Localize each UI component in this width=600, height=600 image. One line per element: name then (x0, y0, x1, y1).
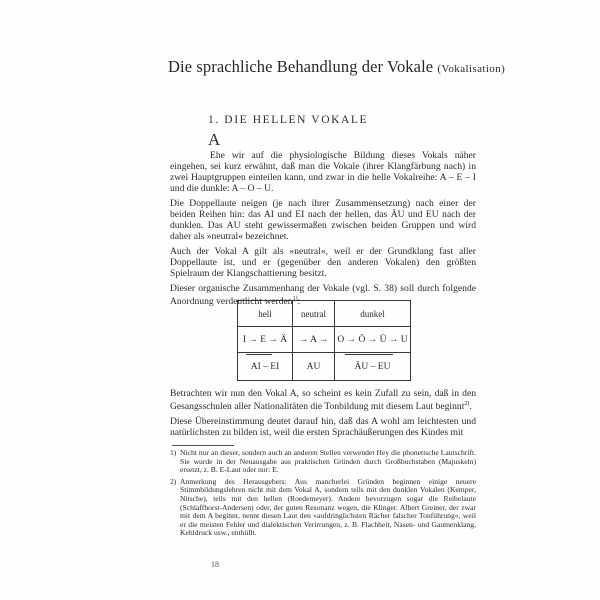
vowels-hell: I → E → Ä (238, 327, 293, 353)
vowels-dunkel: O → Ö → Ü → U (335, 327, 411, 353)
footnote-ref: 2) (464, 401, 470, 407)
brace-icon (246, 354, 272, 359)
title-subtitle: (Vokalisation) (437, 63, 506, 75)
footnote: 1) Nicht nur an dieser, sondern auch an anderen Stellen verwendet Hey die phonetische Lautschrift. Sie wurde in der Neuausgabe aus praktischen Gründen durch Großbuchstaben (Majuskeln) ersetzt, z. B. E-Laut oder nur: E. (170, 448, 476, 475)
header-dunkel: dunkel (335, 301, 411, 327)
title-main: Die sprachliche Behandlung der Vokale (168, 57, 434, 76)
vowels-neutral: → A → (293, 327, 335, 353)
paragraph: Betrachten wir nun den Vokal A, so scheint es kein Zufall zu sein, daß in den Gesangsschulen aller Nationalitäten die Tonbildung mit diesem Laut beginnt$^{2)}$. (170, 388, 476, 413)
footnote: 2) Anmerkung des Herausgebers: Aus mancherlei Gründen beginnen einige neuere Stimmbildungslehren nicht mit dem Vokal A, sondern teils mit den dunklen Vokalen (Kemper, Nitsche), teils mit den hellen (Roedemeyer). Andere bevorzugen sogar die Reibelaute (Schlaffhorst-Andersen) oder, der guten Resonanz wegen, die Klinger. Albert Greiner, der zwar mit dem A beginnt, nennt diesen Laut den »aufdringlichsten Rächer falscher Tonführung«, weil er die meisten Fehler und dialektischen Verirrungen, z. B. Flachheit, Nasen- und Gaumenklang, Kehldruck usw., enthüllt. (170, 476, 476, 538)
paragraph: Die Doppellaute neigen (je nach ihrer Zusammensetzung) nach einer der beiden Reihen hin: das AI und EI nach der hellen, das ÄU und EU nach der dunklen. Das AU steht gewissermaßen zwischen beiden Gruppen und wird daher als »neutral« bezeichnet. (170, 198, 476, 242)
header-neutral: neutral (293, 301, 335, 327)
diphthongs-hell: AI – EI (238, 353, 293, 381)
page-title (168, 57, 505, 77)
paragraph: Ehe wir auf die physiologische Bildung dieses Vokals näher eingehen, sei kurz erwähnt, daß man die Vokale (ihrer Klangfärbung nach) in zwei Hauptgruppen einteilen kann, und zwar in die helle Vokalreihe: A – E – I und die dunkle: A – O – U. (170, 150, 476, 194)
paragraph: Diese Übereinstimmung deutet darauf hin, daß das A wohl am leichtesten und natürlichsten zu bilden ist, weil die ersten Sprachäußerungen des Kindes mit (170, 416, 476, 439)
body-text-upper (170, 150, 476, 311)
paragraph: Dieser organische Zusammenhang der Vokale (vgl. S. 38) soll durch folgende Anordnung verdeutlicht werden$^{1)}$: (170, 283, 476, 308)
section-heading: 1. DIE HELLEN VOKALE (208, 114, 369, 126)
vowel-heading: A (208, 130, 221, 149)
header-hell: hell (238, 301, 293, 327)
footnotes (170, 449, 476, 541)
diphthongs-neutral: AU (293, 353, 335, 381)
paragraph: Auch der Vokal A gilt als »neutral«, weil er der Grundklang fast aller Doppellaute ist, und er (gegenüber den anderen Vokalen) den größten Spielraum der Klangschattierung besitzt. (170, 246, 476, 279)
vowel-table (237, 300, 411, 381)
page-number: 18 (211, 560, 219, 569)
body-text-lower (170, 388, 476, 442)
footnote-divider (172, 445, 234, 446)
footnote-ref: 1) (292, 296, 298, 302)
diphthongs-dunkel: ÄU – EU (335, 353, 411, 381)
brace-icon (345, 354, 393, 359)
